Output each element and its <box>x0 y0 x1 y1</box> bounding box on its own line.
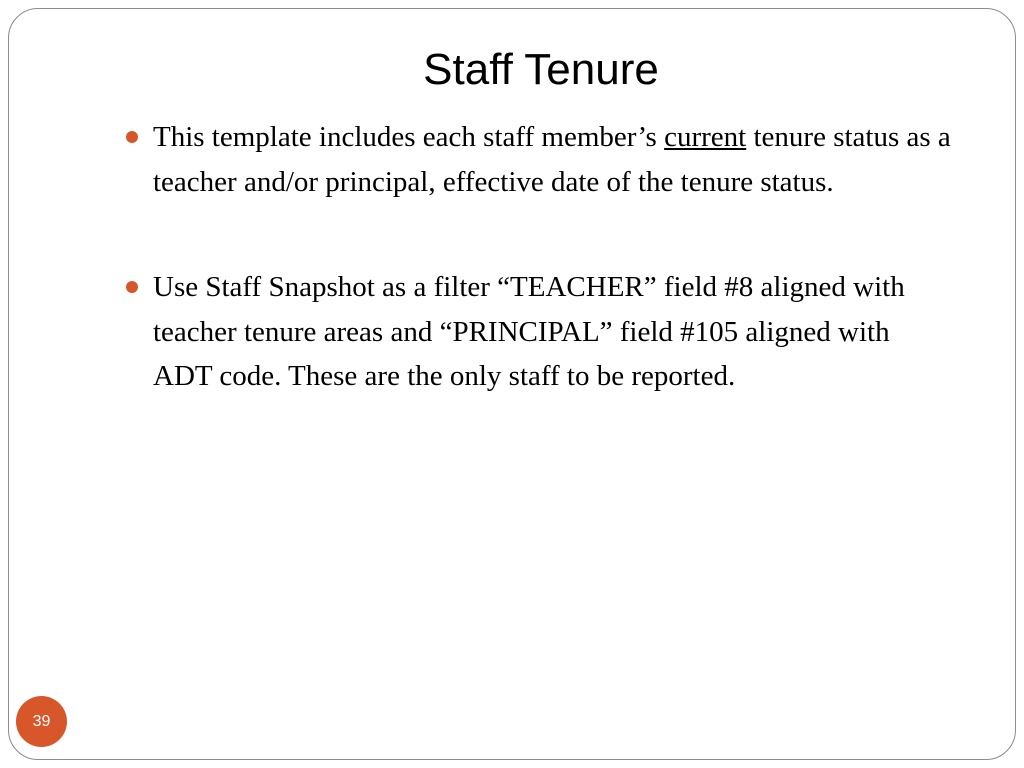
slide <box>8 8 1016 760</box>
bullet-item <box>153 265 953 399</box>
bullet-text: Use Staff Snapshot as a filter “TEACHER” field #8 aligned with teacher tenure areas and “PRINCIPAL” field #105 aligned with ADT code. These are the only staff to be reported. <box>153 271 905 392</box>
slide-title: Staff Tenure <box>423 45 659 94</box>
bullet-dot-icon <box>126 131 138 143</box>
bullet-emphasis-current: current <box>664 121 747 153</box>
bullet-dot-icon <box>126 281 138 293</box>
bullet-text-end: tenure status as a teacher and/or principal, effective date of the tenure status. <box>153 121 951 198</box>
bullet-list <box>153 115 953 399</box>
bullet-text-start: This template includes each staff member’s <box>153 121 665 153</box>
bullet-item <box>153 115 953 204</box>
page-number-badge: 39 <box>16 696 67 747</box>
